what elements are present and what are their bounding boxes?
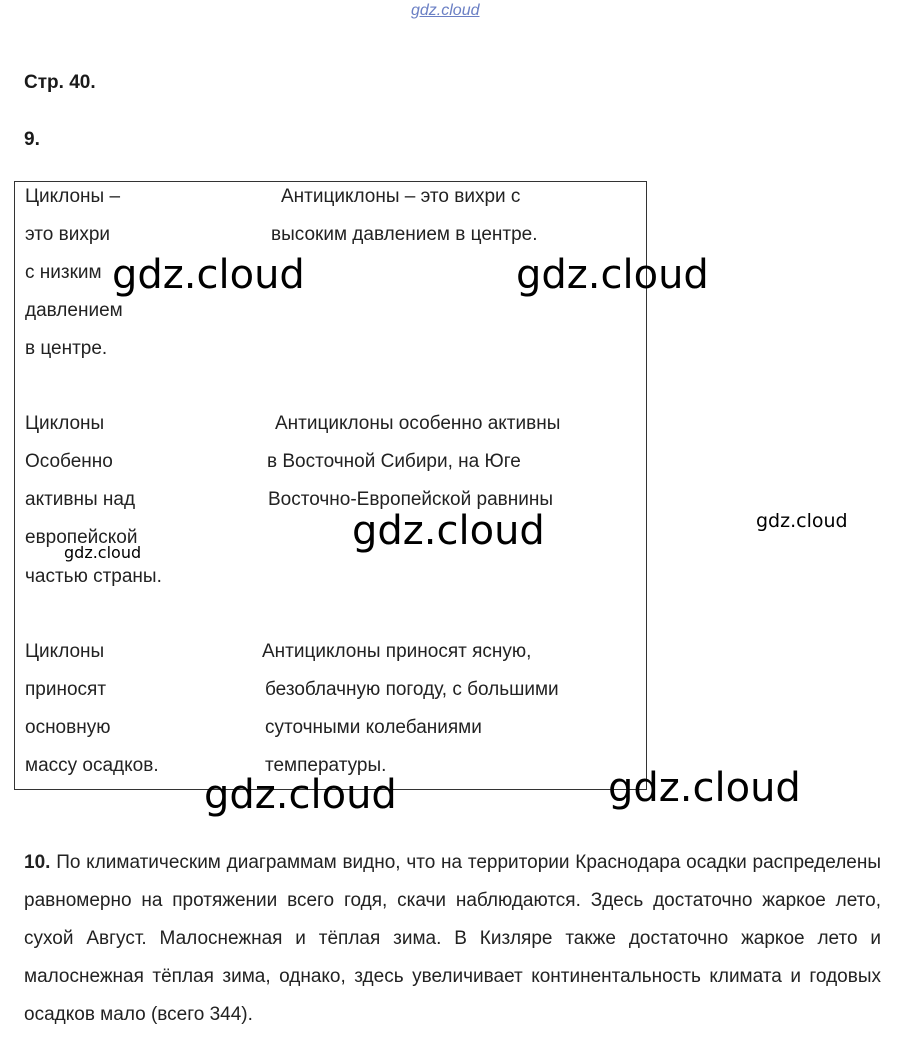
watermark: gdz.cloud [516,252,709,298]
row2-right-line: Восточно-Европейской равнины [268,489,553,510]
task-10-text: По климатическим диаграммам видно, что на территории Краснодара осадки распределены равномерно на протяжении всего годя, скачи наблюдаются. Здесь достаточно жаркое лето, сухой Август. Малоснежная и тёплая зима. В Кизляре также достаточно жаркое лето и малоснежная тёплая зима, однако, здесь увеличивает континентальность климата и годовых осадков мало (всего 344). [24,852,882,1025]
row3-left-line: приносят [25,679,107,700]
row3-left-line: основную [25,717,111,738]
row2-left-line: Особенно [25,451,113,472]
watermark: gdz.cloud [608,765,801,811]
row2-left-line: европейской [25,527,138,548]
row2-right-line: в Восточной Сибири, на Юге [267,451,521,472]
row2-right-line: Антициклоны особенно активны [275,413,561,434]
row1-right-line: высоким давлением в центре. [271,224,538,245]
row1-left-line: с низким [25,262,102,283]
row1-left-line: Циклоны – [25,186,121,207]
row3-left-line: массу осадков. [25,755,159,776]
row1-left-line: давлением [25,300,123,321]
row1-left-line: в центре. [25,338,108,359]
watermark-link[interactable]: gdz.cloud [411,2,480,19]
row3-right-line: Антициклоны приносят ясную, [262,641,532,662]
row2-left-line: активны над [25,489,136,510]
page-reference: Стр. 40. [24,72,96,93]
task-10-paragraph [24,844,881,1034]
row3-right-line: температуры. [265,755,387,776]
row3-right-line: суточными колебаниями [265,717,482,738]
task-9-number: 9. [24,129,40,150]
task-10-number: 10. [24,852,51,873]
row1-right-line: Антициклоны – это вихри с [281,186,521,207]
row2-left-line: Циклоны [25,413,105,434]
row3-right-line: безоблачную погоду, с большими [265,679,559,700]
watermark: gdz.cloud [112,252,305,298]
watermark: gdz.cloud [204,772,397,818]
watermark: gdz.cloud [352,508,545,554]
row3-left-line: Циклоны [25,641,105,662]
row1-left-line: это вихри [25,224,110,245]
watermark: gdz.cloud [64,543,142,562]
row2-left-line: частью страны. [25,566,162,587]
watermark: gdz.cloud [756,510,848,532]
